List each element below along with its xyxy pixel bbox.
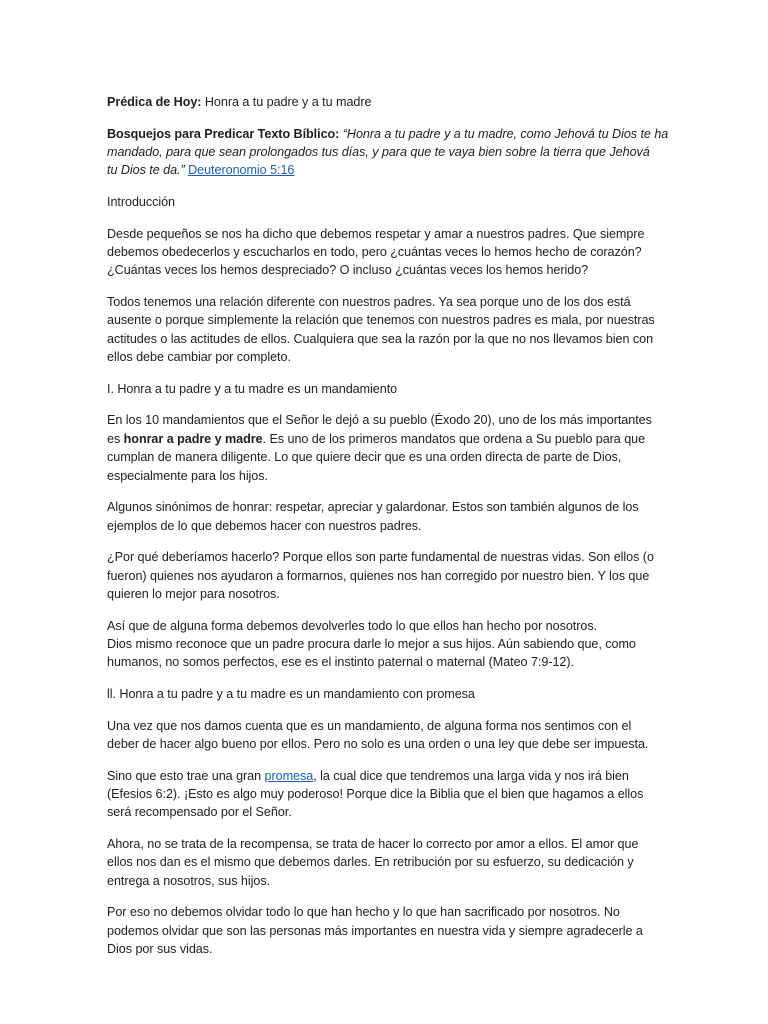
section-heading-2: ll. Honra a tu padre y a tu madre es un mandamiento con promesa bbox=[107, 687, 475, 702]
text-line: debemos obedecerlos y escucharlos en todo, pero ¿cuántas veces lo hemos hecho de corazón? bbox=[107, 245, 642, 259]
title-text: Honra a tu padre y a tu madre bbox=[204, 95, 372, 109]
text-fragment: , la cual dice que tendremos una larga vida y nos irá bien bbox=[313, 768, 629, 783]
text-line: quieren lo mejor para nosotros. bbox=[107, 587, 280, 602]
text-line: Todos tenemos una relación diferente con nuestros padres. Ya sea porque uno de los dos está bbox=[107, 295, 631, 309]
paragraph-10 bbox=[107, 903, 667, 958]
text-line: En los 10 mandamientos que el Señor le dejó a su pueblo (Éxodo 20), uno de los más importantes bbox=[107, 413, 652, 428]
text-line: Dios mismo reconoce que un padre procura darle lo mejor a sus hijos. Aún sabiendo que, como bbox=[107, 637, 636, 652]
text-line: Una vez que nos damos cuenta que es un mandamiento, de alguna forma nos sentimos con el bbox=[107, 718, 632, 733]
title-label: Prédica de Hoy: bbox=[107, 95, 202, 109]
text-line: entrega a nosotros, sus hijos. bbox=[107, 873, 271, 888]
text-line: podemos olvidar que son las personas más importantes en nuestra vida y siempre agradecerle a bbox=[107, 923, 643, 938]
document-title bbox=[107, 93, 667, 111]
paragraph-5 bbox=[107, 548, 667, 603]
text-line: Por eso no debemos olvidar todo lo que han hecho y lo que han sacrificado por nosotros. No bbox=[107, 905, 620, 920]
text-line: ellos nos dan es el mismo que debemos darles. En retribución por su esfuerzo, su dedicación y bbox=[107, 855, 634, 870]
text-line: será recompensado por el Señor. bbox=[107, 805, 292, 820]
text-fragment: . Es uno de los primeros mandatos que ordena a Su pueblo para que bbox=[262, 431, 646, 446]
paragraph-8 bbox=[107, 767, 667, 822]
text-line: ¿Cuántas veces los hemos despreciado? O incluso ¿cuántas veces los hemos herido? bbox=[107, 263, 589, 278]
text-line: Algunos sinónimos de honrar: respetar, apreciar y galardonar. Estos son también algunos de los bbox=[107, 500, 639, 515]
text-line: ausente o porque simplemente la relación que tenemos con nuestros padres es mala, por nuestras bbox=[107, 313, 655, 328]
paragraph-1 bbox=[107, 225, 667, 280]
text-line: ¿Por qué deberíamos hacerlo? Porque ellos son parte fundamental de nuestras vidas. Son ellos (o bbox=[107, 550, 654, 565]
paragraph-6 bbox=[107, 617, 667, 672]
text-line: cumplan de manera diligente. Lo que quiere decir que es una orden directa de parte de Dios, bbox=[107, 450, 622, 465]
text-line: especialmente para los hijos. bbox=[107, 468, 268, 483]
paragraph-4 bbox=[107, 498, 667, 535]
text-line: Dios por sus vidas. bbox=[107, 942, 213, 957]
scripture-reference-link[interactable]: Deuteronomio 5:16 bbox=[188, 163, 295, 178]
paragraph-7 bbox=[107, 717, 667, 754]
text-line: ellos debe cambiar por completo. bbox=[107, 350, 291, 365]
bible-quote-line: mandado, para que sean prolongados tus días, y para que te vaya bien sobre la tierra que Jehová bbox=[107, 145, 650, 159]
document-body bbox=[107, 93, 667, 972]
bold-phrase: honrar a padre y madre bbox=[123, 431, 263, 446]
paragraph-9 bbox=[107, 835, 667, 890]
paragraph-2 bbox=[107, 293, 667, 367]
section-heading-1: I. Honra a tu padre y a tu madre es un mandamiento bbox=[107, 381, 398, 396]
text-fragment: es bbox=[107, 431, 124, 446]
text-line: humanos, no somos perfectos, ese es el instinto paternal o maternal (Mateo 7:9-12). bbox=[107, 655, 574, 670]
bosquejos-label: Bosquejos para Predicar Texto Bíblico: bbox=[107, 126, 340, 141]
text-line: fueron) quienes nos ayudaron a formarnos, quienes nos han corregido por nuestro bien. Y los que bbox=[107, 568, 650, 583]
paragraph-3 bbox=[107, 411, 667, 485]
text-line: actitudes o las actitudes de ellos. Cualquiera que sea la razón por la que no nos llevamos bien con bbox=[107, 331, 654, 346]
text-fragment: Sino que esto trae una gran bbox=[107, 768, 265, 783]
bosquejos-paragraph bbox=[107, 125, 667, 180]
text-line: deber de hacer algo bueno por ellos. Pero no solo es una orden o una ley que debe ser impuesta. bbox=[107, 737, 649, 752]
bible-quote-line: “Honra a tu padre y a tu madre, como Jehová tu Dios te ha bbox=[342, 126, 669, 141]
text-line: (Efesios 6:2). ¡Esto es algo muy poderoso! Porque dice la Biblia que el bien que hagamos a ellos bbox=[107, 787, 644, 802]
promesa-link[interactable]: promesa bbox=[264, 768, 314, 783]
text-line: Desde pequeños se nos ha dicho que debemos respetar y amar a nuestros padres. Que siempre bbox=[107, 226, 645, 241]
text-line: ejemplos de lo que debemos hacer con nuestros padres. bbox=[107, 518, 422, 533]
text-line: Ahora, no se trata de la recompensa, se trata de hacer lo correcto por amor a ellos. El amor que bbox=[107, 837, 639, 852]
section-heading-introduccion: Introducción bbox=[107, 195, 176, 209]
text-line: Así que de alguna forma debemos devolverles todo lo que ellos han hecho por nosotros. bbox=[107, 618, 598, 633]
bible-quote-line: tu Dios te da.” bbox=[107, 163, 185, 178]
